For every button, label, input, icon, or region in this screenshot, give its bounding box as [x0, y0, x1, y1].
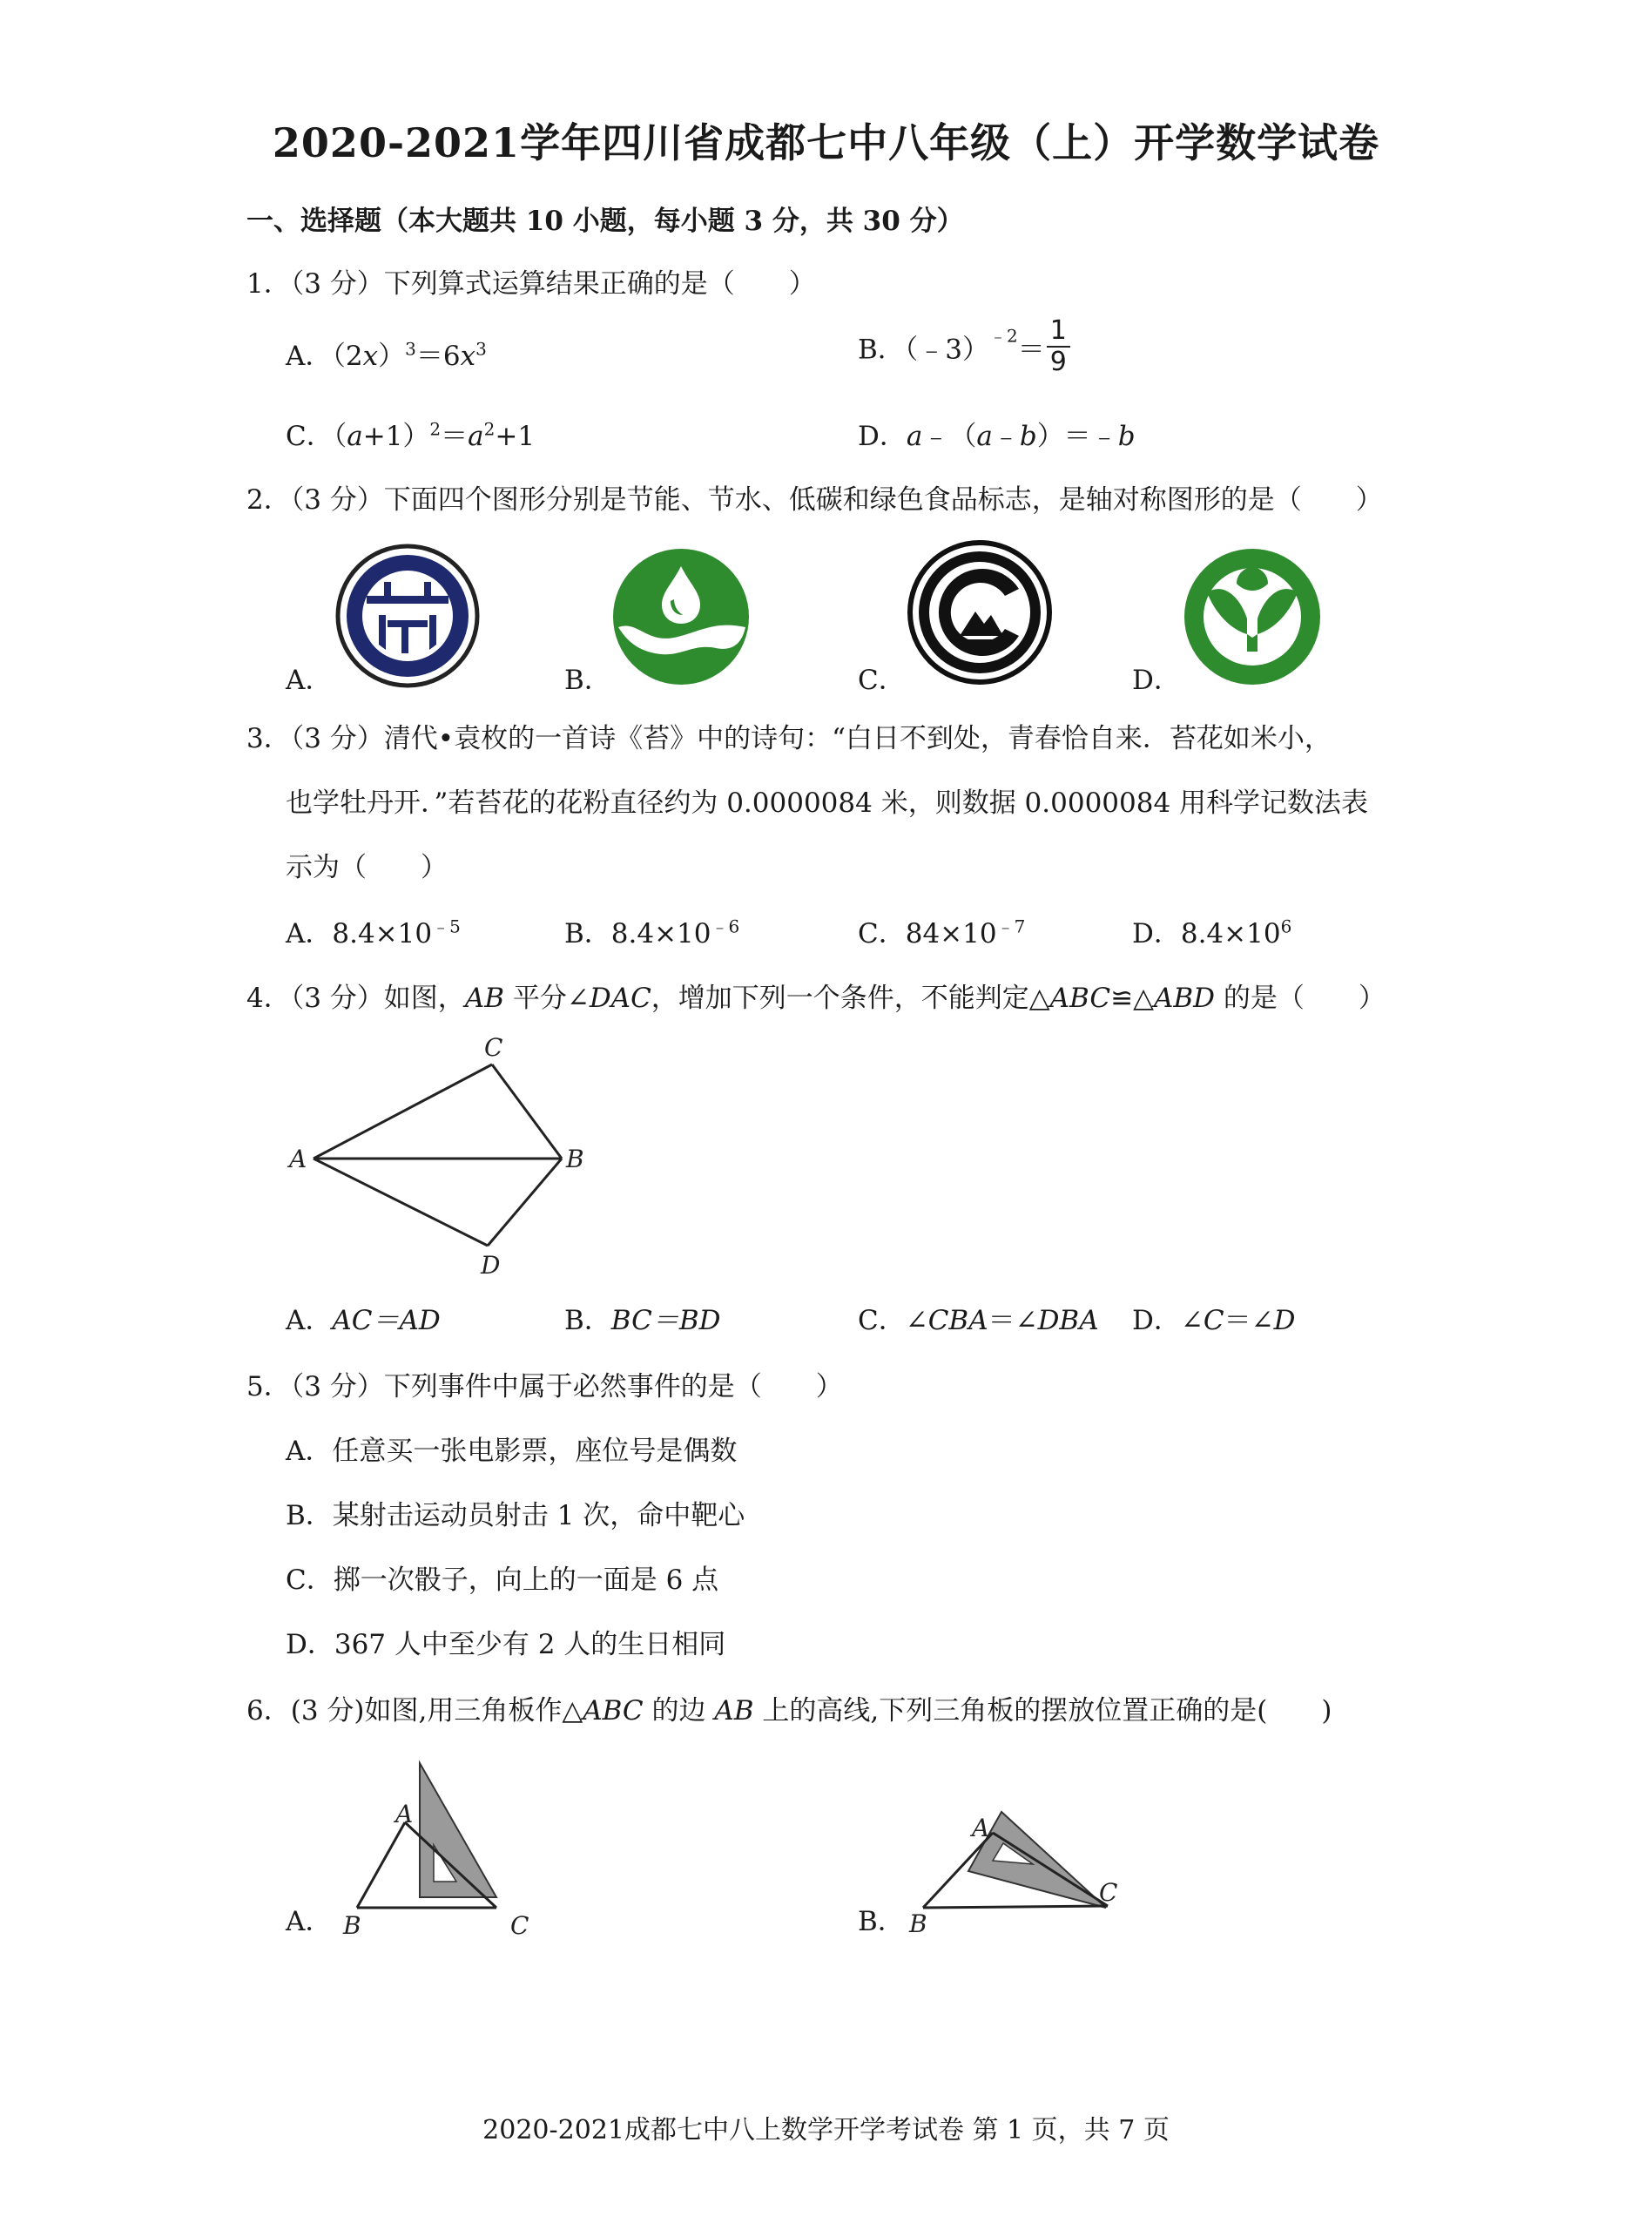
- question-5-option-b: B．某射击运动员射击 1 次，命中靶心: [286, 1500, 745, 1531]
- section-heading: 一、选择题（本大题共 10 小题，每小题 3 分，共 30 分）: [246, 206, 964, 237]
- question-2-label-b: B．: [564, 665, 611, 696]
- low-carbon-logo-icon: [906, 538, 1054, 686]
- question-6-label-b: B．: [858, 1906, 905, 1937]
- point-label-b: B: [343, 1911, 361, 1940]
- question-3-option-b: B．$8.4\times 10^{﹣6}$: [564, 916, 740, 949]
- question-2-label-c: C．: [858, 665, 906, 696]
- question-2-stem: 2．（3 分）下面四个图形分别是节能、节水、低碳和绿色食品标志，是轴对称图形的是（ ）: [246, 484, 1383, 516]
- segment-bc: [923, 1906, 1108, 1908]
- segment-db: [488, 1159, 562, 1246]
- point-label-b: B: [909, 1909, 927, 1938]
- point-label-c: C: [1099, 1878, 1118, 1907]
- question-1-option-a: A．$(2x)^3=6x^3$: [286, 338, 487, 372]
- fraction: $\frac{1}{9}$: [1047, 318, 1070, 375]
- question-2-label-d: D．: [1132, 665, 1181, 696]
- question-5-option-c: C．掷一次骰子，向上的一面是 6 点: [286, 1564, 719, 1596]
- question-5-option-d: D．367 人中至少有 2 人的生日相同: [286, 1629, 726, 1660]
- segment-ba: [357, 1822, 405, 1908]
- question-6-diagram-a: [331, 1760, 540, 1960]
- question-3-line-2: 也学牡丹开．”若苔花的花粉直径约为 0.0000084 米，则数据 0.0000084 用科学记数法表: [286, 787, 1369, 819]
- point-label-c: C: [510, 1911, 529, 1940]
- question-4-option-a: A．AC＝AD: [286, 1305, 441, 1336]
- question-2-label-a: A．: [286, 665, 333, 696]
- question-4-option-c: C．∠CBA＝∠DBA: [858, 1305, 1099, 1336]
- question-3-line-1: 3．（3 分）清代•袁枚的一首诗《苔》中的诗句：“白日不到处，青春恰自来．苔花如米小，: [246, 723, 1332, 754]
- green-food-logo-icon: [1183, 547, 1322, 686]
- question-6-diagram-b: [906, 1803, 1132, 1938]
- segment-ad: [314, 1159, 488, 1246]
- water-saving-logo-icon: [611, 547, 751, 686]
- question-5-option-a: A．任意买一张电影票，座位号是偶数: [286, 1436, 738, 1467]
- question-3-option-c: C．$84\times 10^{﹣7}$: [858, 916, 1026, 949]
- point-label-b: B: [566, 1145, 584, 1173]
- question-4-stem: 4．（3 分）如图，AB 平分∠DAC，增加下列一个条件，不能判定△ABC≌△ABD 的是（ ）: [246, 983, 1386, 1014]
- set-square-triangle: [420, 1763, 496, 1897]
- segment-cb: [492, 1064, 562, 1159]
- question-1-option-d: D．a﹣（a﹣b）＝﹣b: [858, 421, 1136, 452]
- point-label-c: C: [484, 1033, 503, 1062]
- point-label-a: A: [395, 1800, 414, 1828]
- page-footer: 2020-2021成都七中八上数学开学考试卷 第 1 页，共 7 页: [482, 2115, 1170, 2146]
- question-1-option-c: C．$(a+1)^2=a^2+1$: [286, 418, 536, 452]
- point-label-a: A: [289, 1145, 307, 1173]
- question-3-option-a: A．$8.4\times 10^{﹣5}$: [286, 916, 461, 949]
- page-title: 2020-2021学年四川省成都七中八年级（上）开学数学试卷: [272, 119, 1380, 166]
- question-3-option-d: D．$8.4\times 10^6$: [1132, 916, 1292, 949]
- question-4-option-d: D．∠C＝∠D: [1132, 1305, 1296, 1336]
- point-label-d: D: [481, 1251, 501, 1280]
- point-label-a: A: [972, 1814, 990, 1842]
- question-5-stem: 5．（3 分）下列事件中属于必然事件的是（ ）: [246, 1371, 843, 1402]
- question-1-option-b: B．（﹣3）$^{﹣2}$＝ $\frac{1}{9}$: [858, 318, 1070, 375]
- question-4-option-b: B．BC＝BD: [564, 1305, 721, 1336]
- question-3-line-3: 示为（ ）: [286, 852, 448, 883]
- question-6-stem: 6．(3 分)如图,用三角板作△ABC 的边 AB 上的高线,下列三角板的摆放位置正确的是( ): [246, 1695, 1332, 1727]
- energy-saving-logo-icon: [334, 542, 482, 690]
- question-1-stem: 1．（3 分）下列算式运算结果正确的是（ ）: [246, 268, 816, 300]
- segment-ac: [314, 1064, 492, 1159]
- question-6-label-a: A．: [286, 1906, 333, 1937]
- question-4-kite-diagram: [279, 1028, 584, 1281]
